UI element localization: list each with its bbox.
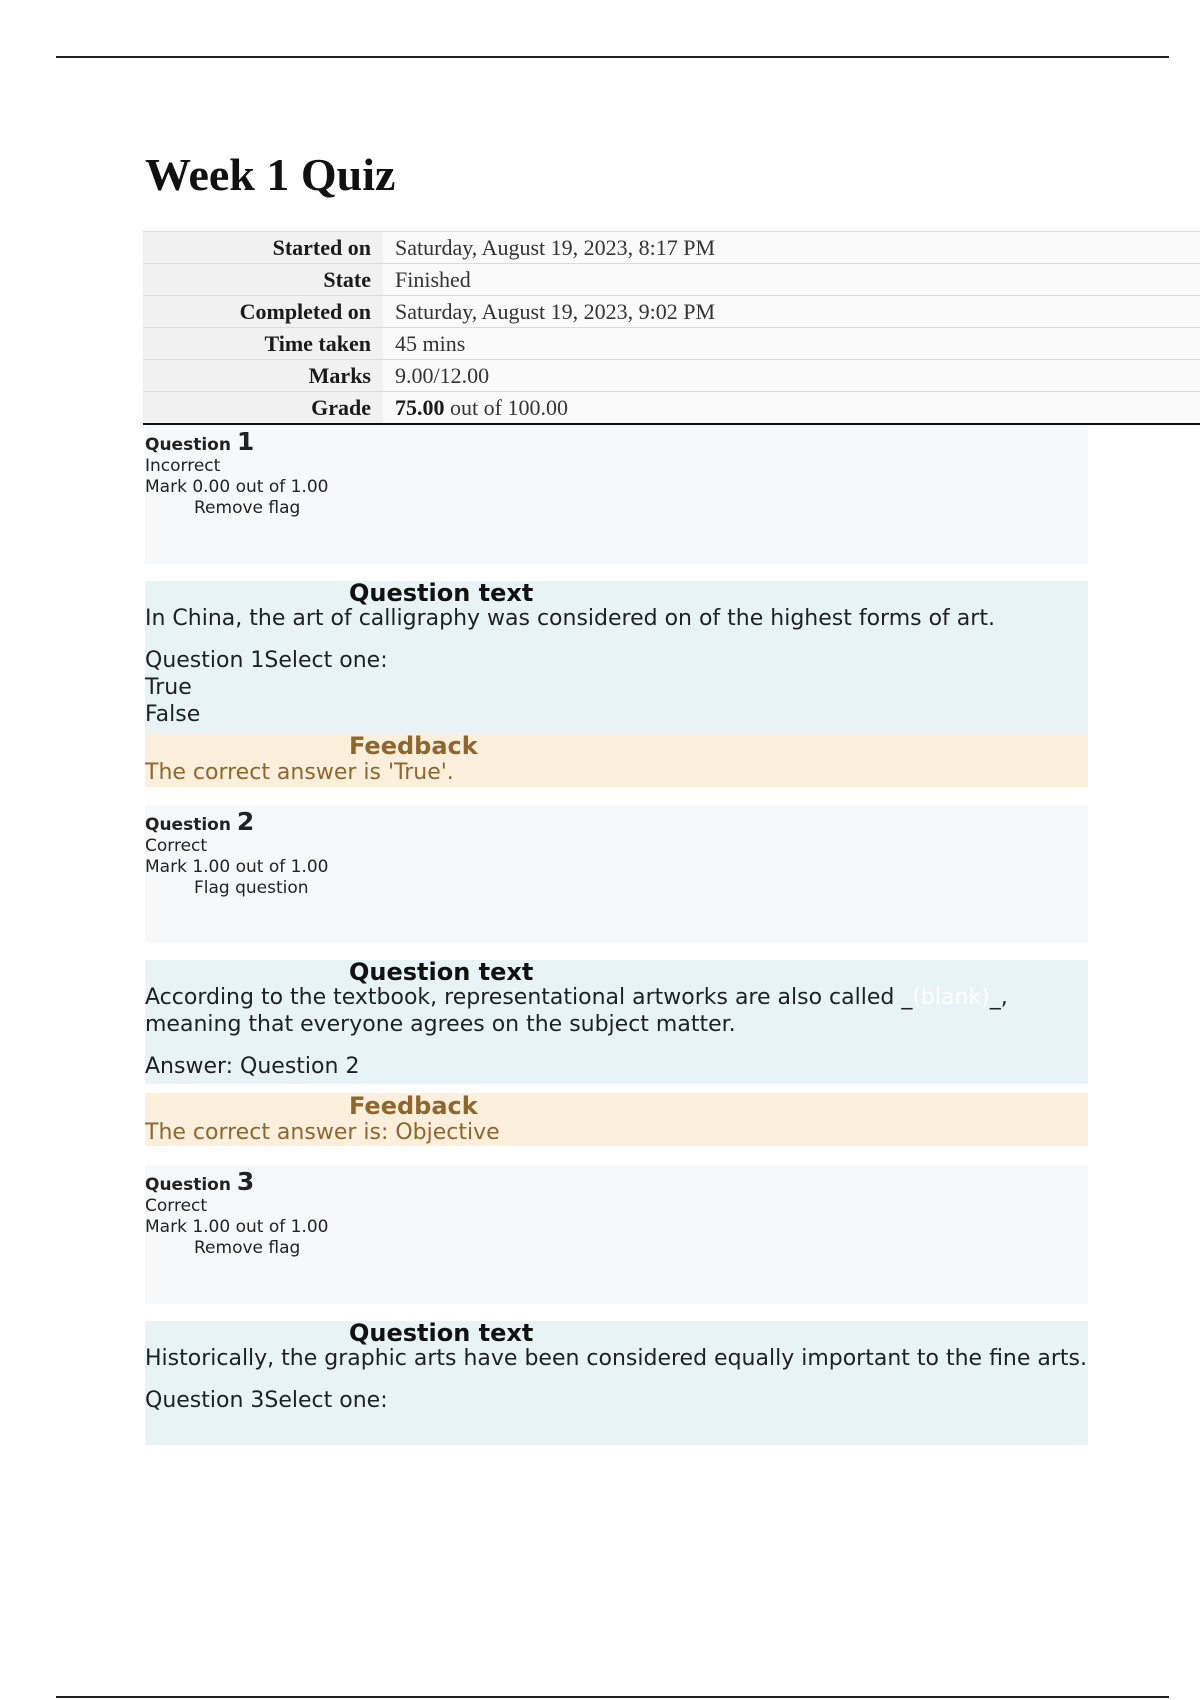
question-text-part: _, meaning that everyone agrees on the subject matter. [145,985,1008,1037]
question-text: In China, the art of calligraphy was considered on of the highest forms of art. [145,606,995,631]
summary-value: 45 mins [383,328,1200,360]
question-state: Correct [145,836,208,856]
bottom-rule [56,1696,1169,1698]
feedback-text: The correct answer is: Objective [145,1120,500,1145]
summary-label: State [143,264,383,296]
summary-row-grade [143,392,1200,425]
question-3-info [145,1165,1088,1304]
question-state: Correct [145,1196,208,1216]
top-rule [56,56,1169,58]
question-mark: Mark 1.00 out of 1.00 [145,1217,329,1237]
summary-label: Completed on [143,296,383,328]
remove-flag-link[interactable]: Remove flag [194,1238,301,1258]
option-true[interactable]: True [145,675,192,700]
question-number [145,1165,1088,1196]
question-number [145,425,1088,456]
question-text-part: According to the textbook, representational artworks are also called _ [145,985,913,1010]
question-prompt: Question 1Select one: [145,648,388,673]
answer-label: Answer: Question 2 [145,1054,360,1079]
question-text-heading: Question text [349,579,534,607]
question-label: Question [145,815,237,835]
summary-value: 9.00/12.00 [383,360,1200,392]
question-label: Question [145,435,237,455]
question-1-text-block [145,581,1088,733]
question-text-heading: Question text [349,958,534,986]
feedback-text: The correct answer is 'True'. [145,760,454,785]
summary-label: Grade [143,392,383,425]
question-prompt: Question 3Select one: [145,1388,388,1413]
feedback-heading: Feedback [349,1092,478,1120]
attempt-summary-table [143,231,1200,425]
flag-question-link[interactable]: Flag question [194,878,309,898]
grade-score: 75.00 [395,394,445,420]
question-number-value: 3 [236,1167,255,1196]
question-text: Historically, the graphic arts have been considered equally important to the fine arts. [145,1346,1088,1371]
question-mark: Mark 1.00 out of 1.00 [145,857,329,877]
question-text-heading: Question text [349,1319,534,1347]
summary-value: Saturday, August 19, 2023, 8:17 PM [383,232,1200,264]
summary-label: Marks [143,360,383,392]
summary-row-started [143,232,1200,264]
question-number [145,805,1088,836]
summary-row-completed [143,296,1200,328]
grade-out-of: out of 100.00 [444,394,568,420]
question-2-info [145,805,1088,943]
question-label: Question [145,1175,237,1195]
question-number-value: 2 [236,807,255,836]
feedback-heading: Feedback [349,732,478,760]
summary-value: Saturday, August 19, 2023, 9:02 PM [383,296,1200,328]
summary-value [383,392,1200,425]
question-1-feedback [145,733,1088,787]
remove-flag-link[interactable]: Remove flag [194,498,301,518]
question-2-text-block [145,960,1088,1084]
question-3-text-block [145,1321,1088,1445]
question-state: Incorrect [145,456,221,476]
question-1-info [145,425,1088,564]
blank-placeholder: (blank) [912,985,990,1010]
page-title: Week 1 Quiz [145,149,396,200]
summary-label: Started on [143,232,383,264]
question-2-feedback [145,1093,1088,1146]
summary-row-time-taken [143,328,1200,360]
summary-value: Finished [383,264,1200,296]
summary-label: Time taken [143,328,383,360]
question-text [145,984,1088,1038]
summary-row-marks [143,360,1200,392]
option-false[interactable]: False [145,702,201,727]
summary-row-state [143,264,1200,296]
question-mark: Mark 0.00 out of 1.00 [145,477,329,497]
question-number-value: 1 [236,427,255,456]
